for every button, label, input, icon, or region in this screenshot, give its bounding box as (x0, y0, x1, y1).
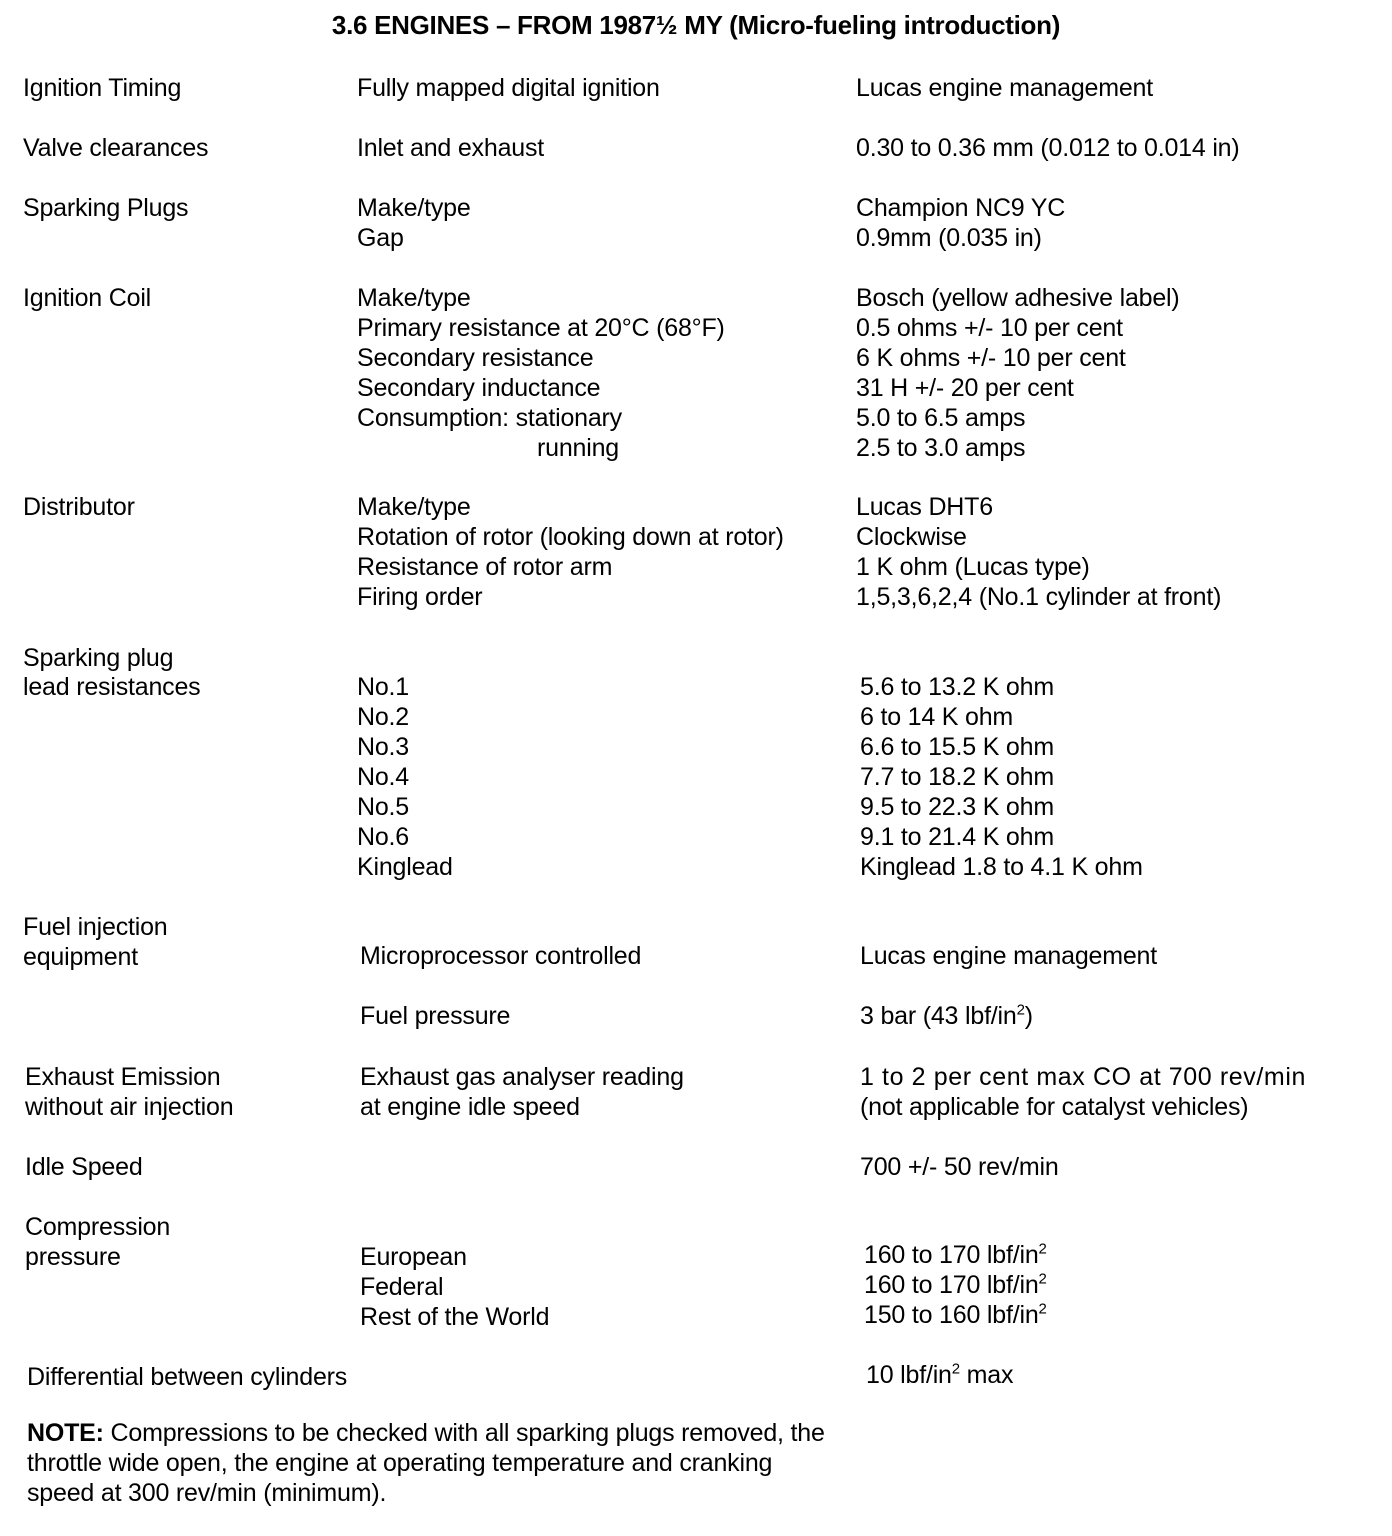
note-line: throttle wide open, the engine at operating temperature and cranking (27, 1449, 773, 1477)
ignition-coil-desc: running (537, 434, 619, 462)
ignition-timing-value: Lucas engine management (856, 74, 1153, 102)
lead-resistances-desc: No.5 (357, 793, 410, 821)
compression-value: 160 to 170 lbf/$in^2$ (864, 1270, 1047, 1299)
fuel-injection-value: Lucas engine management (860, 942, 1157, 970)
fuel-injection-desc: Microprocessor controlled (360, 942, 642, 970)
ignition-coil-value: 0.5 ohms +/- 10 per cent (856, 314, 1123, 342)
valve-clearances-desc: Inlet and exhaust (357, 134, 545, 162)
exhaust-emission-desc: at engine idle speed (360, 1093, 580, 1121)
distributor-value: Clockwise (856, 523, 967, 551)
distributor-desc: Resistance of rotor arm (357, 553, 613, 581)
sparking-plugs-desc: Make/type (357, 194, 471, 222)
compression-desc: Rest of the World (360, 1303, 550, 1331)
compression-desc: Federal (360, 1273, 444, 1301)
compression-value: 160 to 170 lbf/$in^2$ (864, 1240, 1047, 1269)
sparking-plugs-value: 0.9mm (0.035 in) (856, 224, 1042, 252)
compression-value: 150 to 160 lbf/$in^2$ (864, 1300, 1047, 1329)
distributor-label: Distributor (23, 493, 135, 521)
sparking-plugs-value: Champion NC9 YC (856, 194, 1066, 222)
differential-label: Differential between cylinders (27, 1363, 348, 1391)
compression-desc: European (360, 1243, 467, 1271)
exhaust-emission-value: (not applicable for catalyst vehicles) (860, 1093, 1249, 1121)
exhaust-emission-label: without air injection (25, 1093, 234, 1121)
compression-label: pressure (25, 1243, 121, 1271)
ignition-coil-value: 2.5 to 3.0 amps (856, 434, 1026, 462)
lead-resistances-value: 7.7 to 18.2 K ohm (860, 763, 1054, 791)
fuel-pressure-value: 3 bar (43 lbf/$in^2$) (860, 1001, 1033, 1030)
ignition-coil-desc: Primary resistance at 20°C (68°F) (357, 314, 725, 342)
exhaust-emission-label: Exhaust Emission (25, 1063, 221, 1091)
sparking-plugs-desc: Gap (357, 224, 404, 252)
note-line: NOTE: Compressions to be checked with all sparking plugs removed, the (27, 1419, 825, 1447)
fuel-injection-label: equipment (23, 943, 138, 971)
distributor-desc: Make/type (357, 493, 471, 521)
idle-speed-value: 700 +/- 50 rev/min (860, 1153, 1059, 1181)
valve-clearances-label: Valve clearances (23, 134, 209, 162)
lead-resistances-desc: No.1 (357, 673, 410, 701)
page-title: 3.6 ENGINES – FROM 1987½ MY (Micro-fueling introduction) (331, 10, 1061, 40)
lead-resistances-value: 9.5 to 22.3 K ohm (860, 793, 1054, 821)
note-block (27, 1418, 967, 1508)
idle-speed-label: Idle Speed (25, 1153, 143, 1181)
ignition-coil-desc: Secondary inductance (357, 374, 601, 402)
ignition-coil-desc: Make/type (357, 284, 471, 312)
lead-resistances-value: 6 to 14 K ohm (860, 703, 1014, 731)
lead-resistances-desc: No.6 (357, 823, 410, 851)
exhaust-emission-value: 1 to 2 per cent max CO at 700 rev/min (860, 1063, 1307, 1091)
lead-resistances-value: 5.6 to 13.2 K ohm (860, 673, 1054, 701)
ignition-timing-desc: Fully mapped digital ignition (357, 74, 660, 102)
ignition-coil-desc: Consumption: stationary (357, 404, 622, 432)
distributor-desc: Firing order (357, 583, 483, 611)
ignition-timing-label: Ignition Timing (23, 74, 182, 102)
lead-resistances-value: 9.1 to 21.4 K ohm (860, 823, 1054, 851)
distributor-value: 1 K ohm (Lucas type) (856, 553, 1090, 581)
note-heading: NOTE: (27, 1419, 104, 1447)
lead-resistances-value: Kinglead 1.8 to 4.1 K ohm (860, 853, 1143, 881)
distributor-value: Lucas DHT6 (856, 493, 993, 521)
ignition-coil-label: Ignition Coil (23, 284, 152, 312)
distributor-desc: Rotation of rotor (looking down at rotor) (357, 523, 784, 551)
valve-clearances-value: 0.30 to 0.36 mm (0.012 to 0.014 in) (856, 134, 1240, 162)
lead-resistances-value: 6.6 to 15.5 K ohm (860, 733, 1054, 761)
distributor-value: 1,5,3,6,2,4 (No.1 cylinder at front) (856, 583, 1222, 611)
note-line: speed at 300 rev/min (minimum). (27, 1479, 387, 1507)
compression-label: Compression (25, 1213, 171, 1241)
lead-resistances-desc: No.3 (357, 733, 410, 761)
sparking-plugs-label: Sparking Plugs (23, 194, 189, 222)
ignition-coil-value: 5.0 to 6.5 amps (856, 404, 1026, 432)
fuel-injection-label: Fuel injection (23, 913, 168, 941)
fuel-pressure-desc: Fuel pressure (360, 1002, 511, 1030)
differential-value: 10 lbf/$in^2$ max (866, 1360, 1014, 1389)
lead-resistances-desc: No.2 (357, 703, 410, 731)
ignition-coil-desc: Secondary resistance (357, 344, 594, 372)
exhaust-emission-desc: Exhaust gas analyser reading (360, 1063, 684, 1091)
lead-resistances-label: Sparking plug (23, 644, 174, 672)
lead-resistances-desc: Kinglead (357, 853, 453, 881)
lead-resistances-desc: No.4 (357, 763, 410, 791)
ignition-coil-value: 6 K ohms +/- 10 per cent (856, 344, 1126, 372)
ignition-coil-value: 31 H +/- 20 per cent (856, 374, 1074, 402)
lead-resistances-label: lead resistances (23, 673, 201, 701)
ignition-coil-value: Bosch (yellow adhesive label) (856, 284, 1180, 312)
